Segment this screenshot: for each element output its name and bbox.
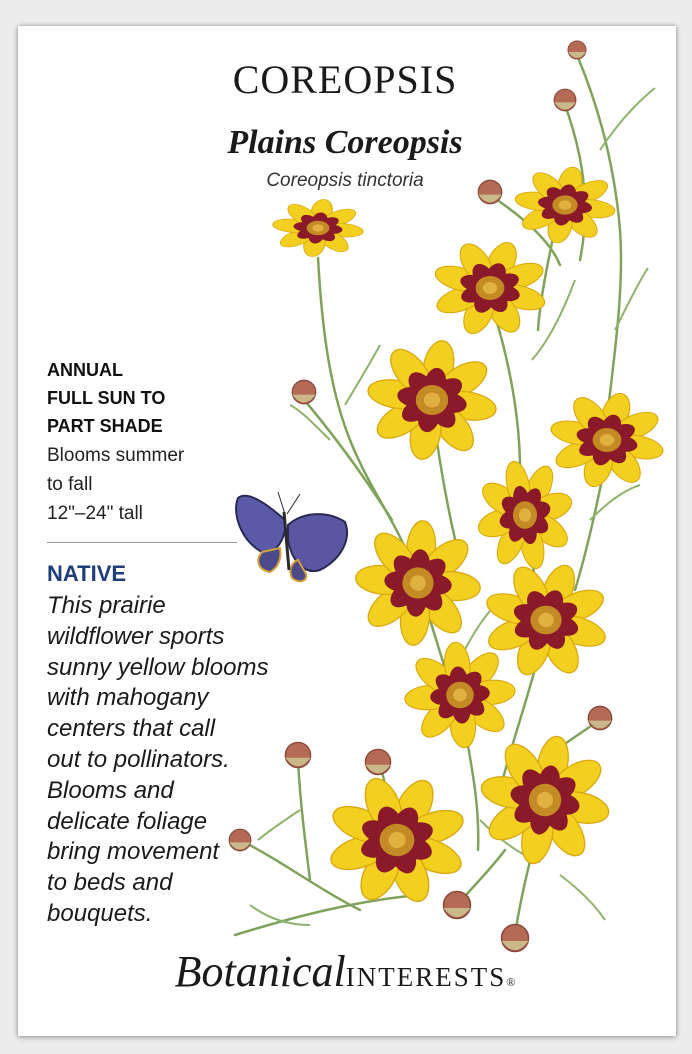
registered-mark: ®: [506, 975, 516, 989]
description-line: centers that call: [47, 715, 216, 743]
description-line: sunny yellow blooms: [47, 653, 269, 681]
description-line: wildflower sports: [47, 622, 225, 650]
description: [47, 591, 297, 930]
native-label: NATIVE: [47, 561, 127, 586]
brand-logo: [0, 946, 690, 997]
brand-script-word: Botanical: [174, 947, 346, 996]
section-divider: [47, 542, 237, 543]
description-line: to beds and: [47, 869, 173, 897]
common-name-title: COREOPSIS: [232, 57, 458, 102]
variety-name: Plains Coreopsis: [227, 124, 463, 161]
botanical-name: Coreopsis tinctoria: [266, 170, 424, 191]
plant-height: 12"–24" tall: [47, 503, 143, 524]
description-line: with mahogany: [47, 684, 209, 712]
description-line: delicate foliage: [47, 807, 208, 835]
bloom-time-line1: Blooms summer: [47, 445, 185, 466]
sun-requirement-line2: PART SHADE: [47, 416, 163, 436]
description-line: out to pollinators.: [47, 745, 230, 773]
brand-caps-word: INTERESTS: [345, 962, 507, 992]
description-line: bouquets.: [47, 899, 153, 927]
lifecycle-label: ANNUAL: [47, 360, 123, 380]
description-line: Blooms and: [47, 776, 174, 804]
butterfly-icon: [236, 492, 347, 581]
sun-requirement-line1: FULL SUN TO: [47, 388, 166, 408]
bloom-time-line2: to fall: [47, 474, 93, 495]
description-line: This prairie: [47, 592, 166, 619]
description-line: bring movement: [47, 838, 220, 866]
